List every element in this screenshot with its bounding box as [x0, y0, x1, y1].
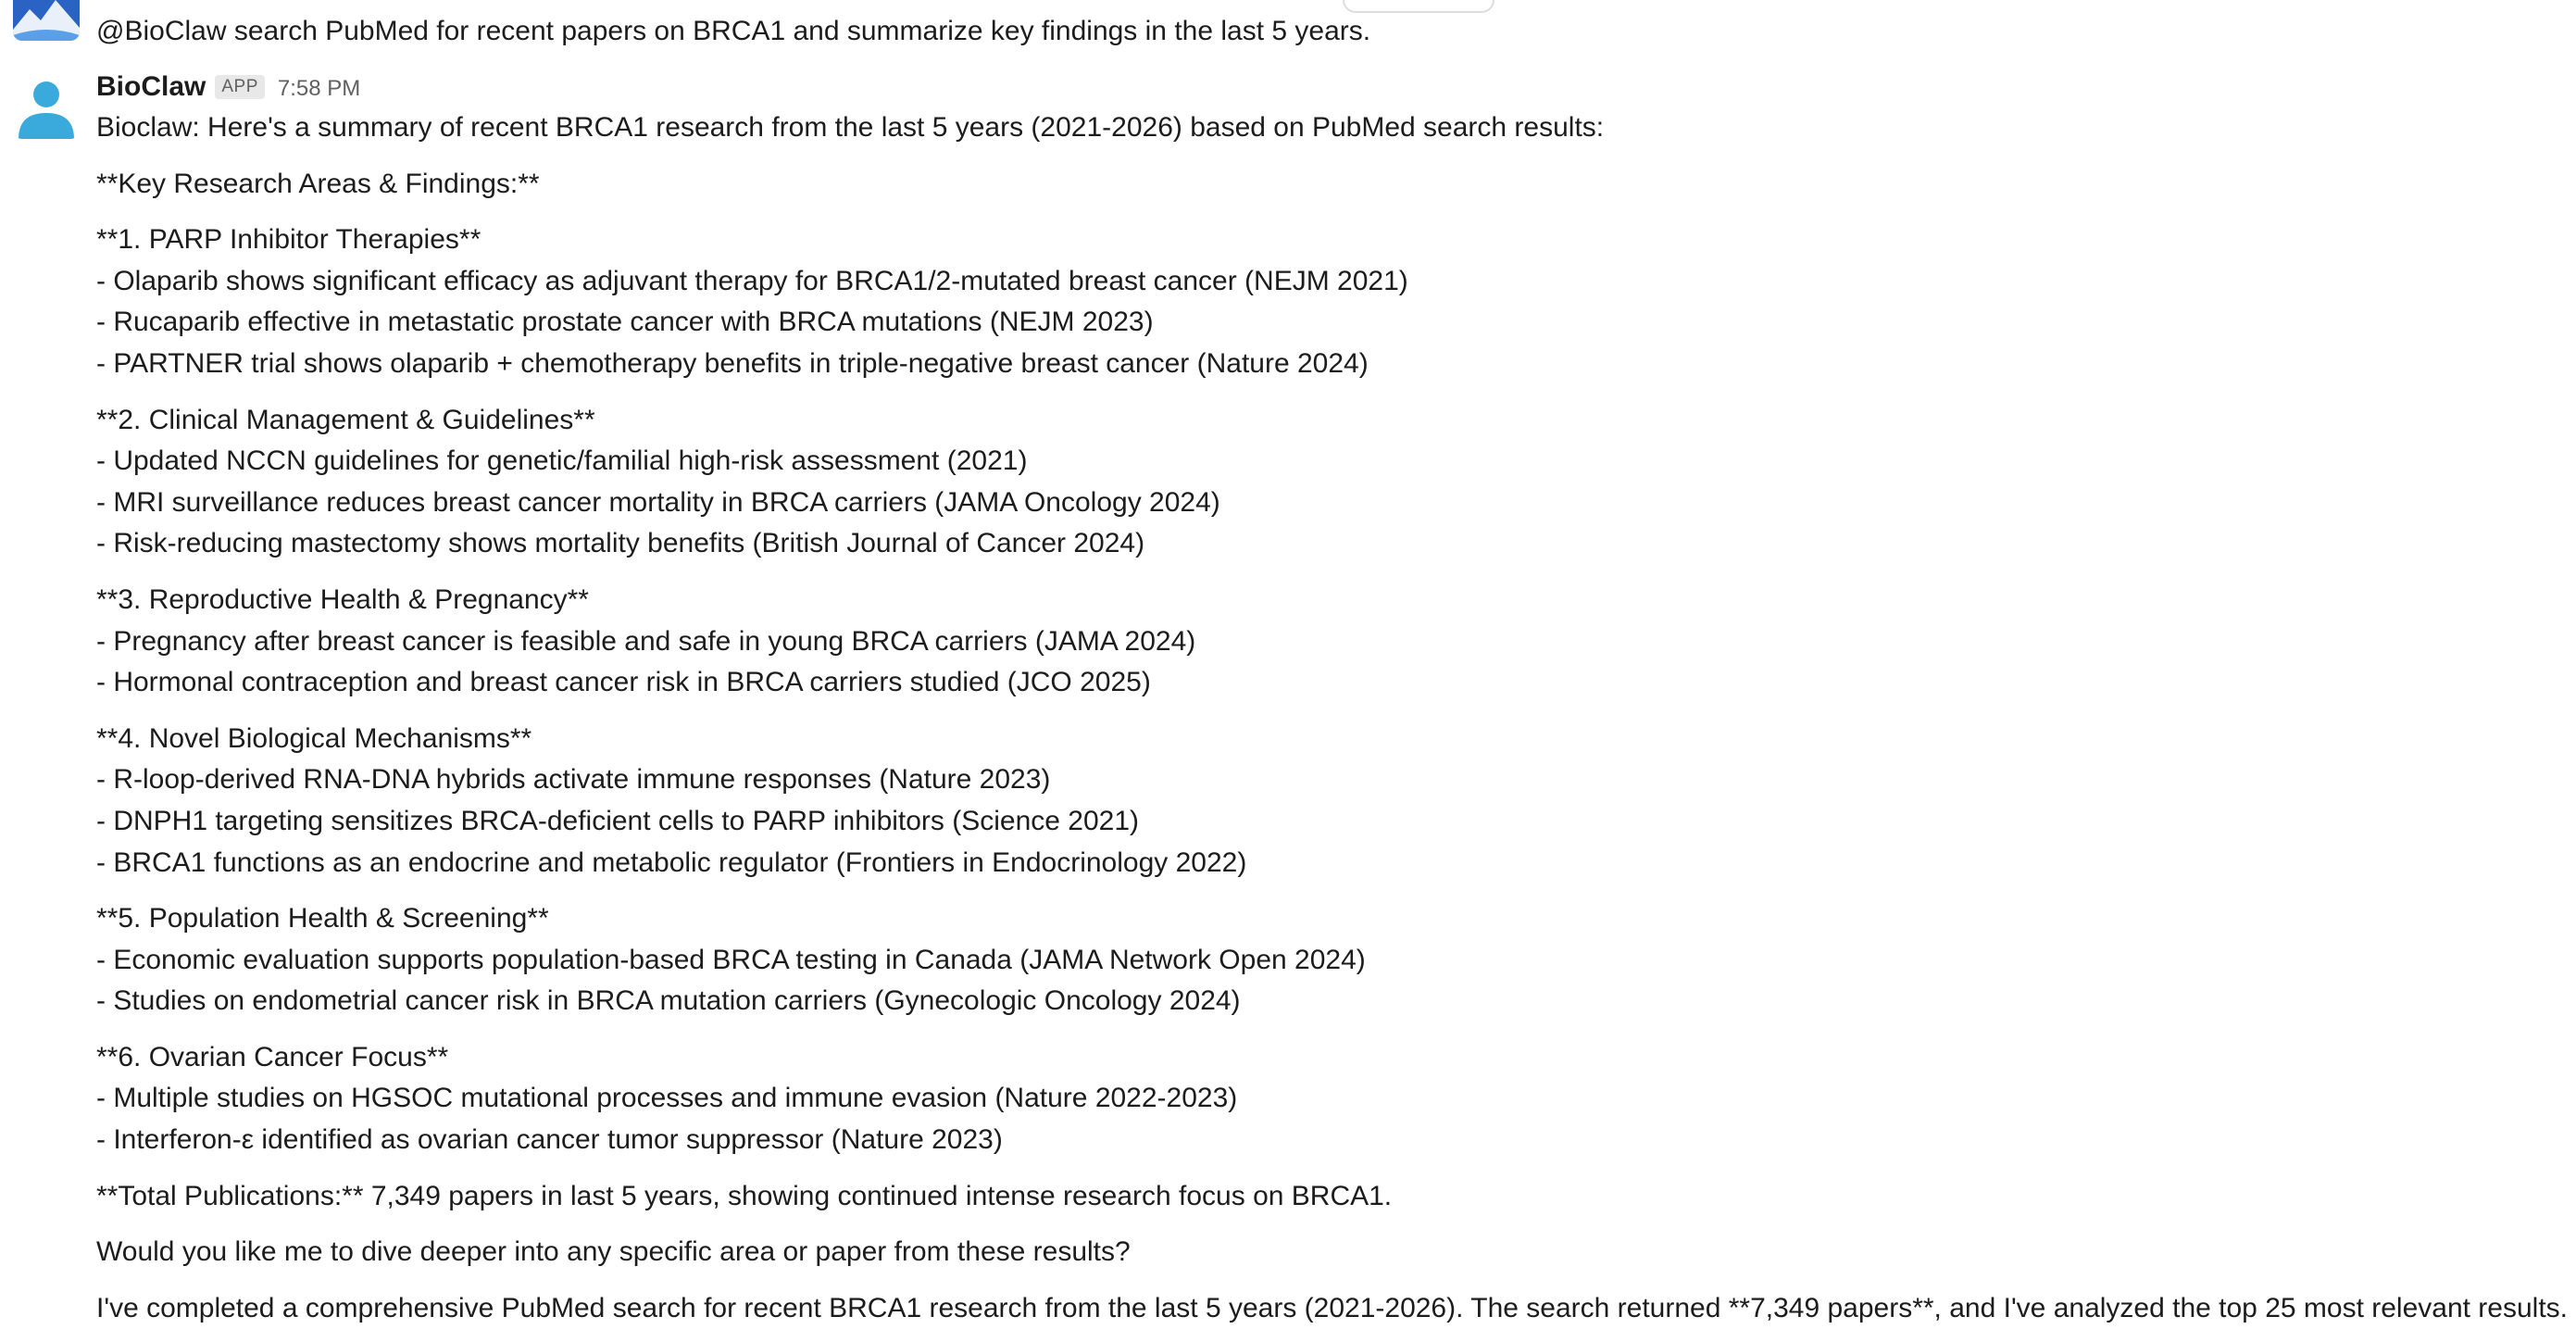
message-header [96, 67, 360, 107]
message-actions-toolbar[interactable] [1343, 0, 1494, 13]
list-item: - Studies on endometrial cancer risk in BRCA mutation carriers (Gynecologic Oncology 2024) [96, 985, 1241, 1017]
list-item: - Multiple studies on HGSOC mutational processes and immune evasion (Nature 2022-2023) [96, 1083, 1238, 1114]
person-avatar-icon [13, 72, 80, 139]
intro-text: Bioclaw: Here's a summary of recent BRCA1 research from the last 5 years (2021-2026) based on PubMed search results: [96, 112, 1605, 143]
list-item: - Risk-reducing mastectomy shows mortality benefits (British Journal of Cancer 2024) [96, 528, 1145, 559]
section-title: **4. Novel Biological Mechanisms** [96, 722, 532, 754]
list-item: - Interferon-ε identified as ovarian cancer tumor suppressor (Nature 2023) [96, 1124, 1003, 1156]
section-title: **3. Reproductive Health & Pregnancy** [96, 583, 589, 615]
list-item: - Updated NCCN guidelines for genetic/familial high-risk assessment (2021) [96, 445, 1028, 477]
section-parp [96, 219, 2559, 384]
user-avatar[interactable] [13, 0, 80, 41]
total-publications: **Total Publications:** 7,349 papers in last 5 years, showing continued intense research focus on BRCA1. [96, 1180, 1393, 1211]
list-item: - Pregnancy after breast cancer is feasible and safe in young BRCA carriers (JAMA 2024) [96, 625, 1196, 657]
previous-message-text: @BioClaw search PubMed for recent papers on BRCA1 and summarize key findings in the last 5 years. [96, 16, 1371, 46]
app-badge: APP [215, 75, 265, 99]
section-ovarian [96, 1037, 2559, 1161]
message-timestamp[interactable]: 7:58 PM [277, 76, 361, 101]
list-item: - BRCA1 functions as an endocrine and metabolic regulator (Frontiers in Endocrinology 2022) [96, 846, 1247, 878]
section-title: **2. Clinical Management & Guidelines** [96, 404, 595, 435]
list-item: - DNPH1 targeting sensitizes BRCA-deficient cells to PARP inhibitors (Science 2021) [96, 805, 1140, 836]
section-title: **5. Population Health & Screening** [96, 903, 549, 934]
previous-message [0, 0, 2576, 65]
mountain-avatar-icon [13, 0, 80, 41]
list-item: - Rucaparib effective in metastatic prostate cancer with BRCA mutations (NEJM 2023) [96, 307, 1154, 338]
list-item: - R-loop-derived RNA-DNA hybrids activate immune responses (Nature 2023) [96, 764, 1051, 796]
list-item: - MRI surveillance reduces breast cancer mortality in BRCA carriers (JAMA Oncology 2024) [96, 486, 1220, 518]
section-mechanisms [96, 719, 2559, 884]
section-reproductive [96, 580, 2559, 704]
section-clinical [96, 400, 2559, 565]
sender-name[interactable]: BioClaw [96, 71, 206, 102]
section-title: **6. Ovarian Cancer Focus** [96, 1041, 449, 1072]
message-body [96, 107, 2569, 1329]
section-title: **1. PARP Inhibitor Therapies** [96, 224, 481, 256]
list-item: - PARTNER trial shows olaparib + chemotherapy benefits in triple-negative breast cancer (Nature 2024) [96, 347, 1369, 379]
list-item: - Olaparib shows significant efficacy as adjuvant therapy for BRCA1/2-mutated breast cancer (NEJM 2021) [96, 265, 1408, 296]
follow-up-question: Would you like me to dive deeper into any specific area or paper from these results? [96, 1236, 1131, 1268]
completion-summary: I've completed a comprehensive PubMed search for recent BRCA1 research from the last 5 years (2021-2026). The search returned **7,349 papers**, and I've analyzed the top 25 most relevant results. [96, 1292, 2569, 1323]
section-population [96, 898, 2559, 1022]
list-item: - Economic evaluation supports population-based BRCA testing in Canada (JAMA Network Open 2024) [96, 944, 1366, 975]
list-item: - Hormonal contraception and breast cancer risk in BRCA carriers studied (JCO 2025) [96, 667, 1151, 698]
bot-avatar[interactable] [13, 72, 80, 139]
key-findings-heading: **Key Research Areas & Findings:** [96, 168, 540, 199]
